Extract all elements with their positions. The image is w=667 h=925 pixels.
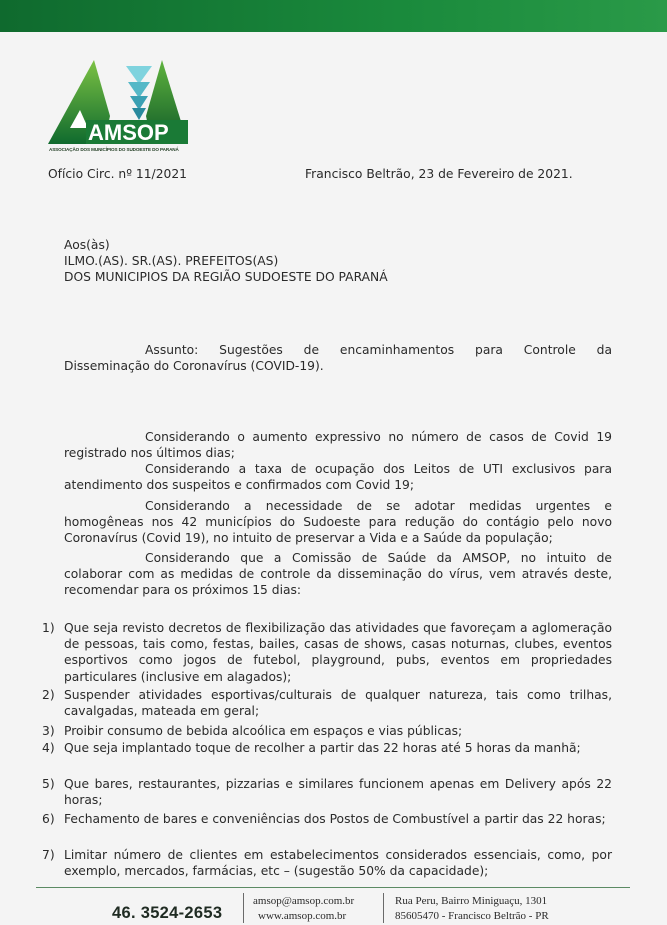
footer-website: www.amsop.com.br xyxy=(258,910,347,922)
footer-separator xyxy=(243,893,244,923)
considerando-first-line: Considerando que a Comissão de Saúde da AMSOP, no intuito de xyxy=(145,551,612,565)
footer-email: amsop@amsop.com.br xyxy=(253,895,355,907)
footer-phone: 46. 3524-2653 xyxy=(112,904,223,922)
recipient-line: DOS MUNICIPIOS DA REGIÃO SUDOESTE DO PARANÁ xyxy=(64,270,388,284)
list-item: Fechamento de bares e conveniências dos Postos de Combustível a partir das 22 horas; xyxy=(64,812,606,826)
footer-divider xyxy=(36,887,630,888)
list-item-number: 1) xyxy=(42,621,55,635)
considerando-continuation: atendimento dos suspeitos e confirmados com Covid 19; xyxy=(64,478,415,492)
list-item-number: 6) xyxy=(42,812,55,826)
considerando-continuation: registrado nos últimos dias; xyxy=(64,446,235,460)
reference-number: Ofício Circ. nº 11/2021 xyxy=(48,167,187,181)
recipient-line: ILMO.(AS). SR.(AS). PREFEITOS(AS) xyxy=(64,254,279,268)
list-item: Limitar número de clientes em estabelecimentos considerados essenciais, como, por exemplo, mercados, farmácias, etc – (sugestão 50% da capacidade); xyxy=(64,848,612,879)
considerando-continuation: homogêneas nos 42 municípios do Sudoeste para redução do contágio pelo novo Coronavírus (Covid 19), no intuito de preservar a Vida e a Saúde da população; xyxy=(64,515,612,546)
place-date: Francisco Beltrão, 23 de Fevereiro de 2021. xyxy=(305,167,573,181)
recipient-line: Aos(às) xyxy=(64,238,110,252)
considerando-first-line: Considerando o aumento expressivo no número de casos de Covid 19 xyxy=(145,430,612,444)
subject-line: Assunto: Sugestões de encaminhamentos para Controle da xyxy=(145,343,612,357)
list-item: Que seja revisto decretos de flexibilização das atividades que favoreçam a aglomeração de pessoas, tais como, festas, bailes, casas de shows, casas noturnas, clubes, eventos esportivos como jogos de futebol, playground, pubs, eventos em propriedades particulares (inclusive em alagados); xyxy=(64,621,612,684)
logo-text: AMSOP xyxy=(88,120,169,145)
footer-address-line2: 85605470 - Francisco Beltrão - PR xyxy=(395,910,549,922)
footer-address-line1: Rua Peru, Bairro Miniguaçu, 1301 xyxy=(395,895,548,907)
footer-separator xyxy=(383,893,384,923)
list-item: Que seja implantado toque de recolher a partir das 22 horas até 5 horas da manhã; xyxy=(64,741,581,755)
list-item-number: 7) xyxy=(42,848,55,862)
list-item-number: 5) xyxy=(42,777,55,791)
top-green-bar xyxy=(0,0,667,32)
subject-line: Disseminação do Coronavírus (COVID-19). xyxy=(64,359,324,373)
considerando-first-line: Considerando a taxa de ocupação dos Leitos de UTI exclusivos para xyxy=(145,462,612,476)
list-item: Suspender atividades esportivas/culturais de qualquer natureza, tais como trilhas, cavalgadas, mateada em geral; xyxy=(64,688,612,719)
considerando-continuation: colaborar com as medidas de controle da disseminação do vírus, vem através deste, recomendar para os próximos 15 dias: xyxy=(64,567,612,598)
list-item-number: 3) xyxy=(42,724,55,738)
list-item-number: 2) xyxy=(42,688,55,702)
list-item: Proibir consumo de bebida alcoólica em espaços e vias públicas; xyxy=(64,724,463,738)
logo-caption: ASSOCIAÇÃO DOS MUNICÍPIOS DO SUDOESTE DO PARANÁ xyxy=(49,147,179,152)
considerando-first-line: Considerando a necessidade de se adotar medidas urgentes e xyxy=(145,499,612,513)
list-item: Que bares, restaurantes, pizzarias e similares funcionem apenas em Delivery após 22 horas; xyxy=(64,777,612,808)
list-item-number: 4) xyxy=(42,741,55,755)
